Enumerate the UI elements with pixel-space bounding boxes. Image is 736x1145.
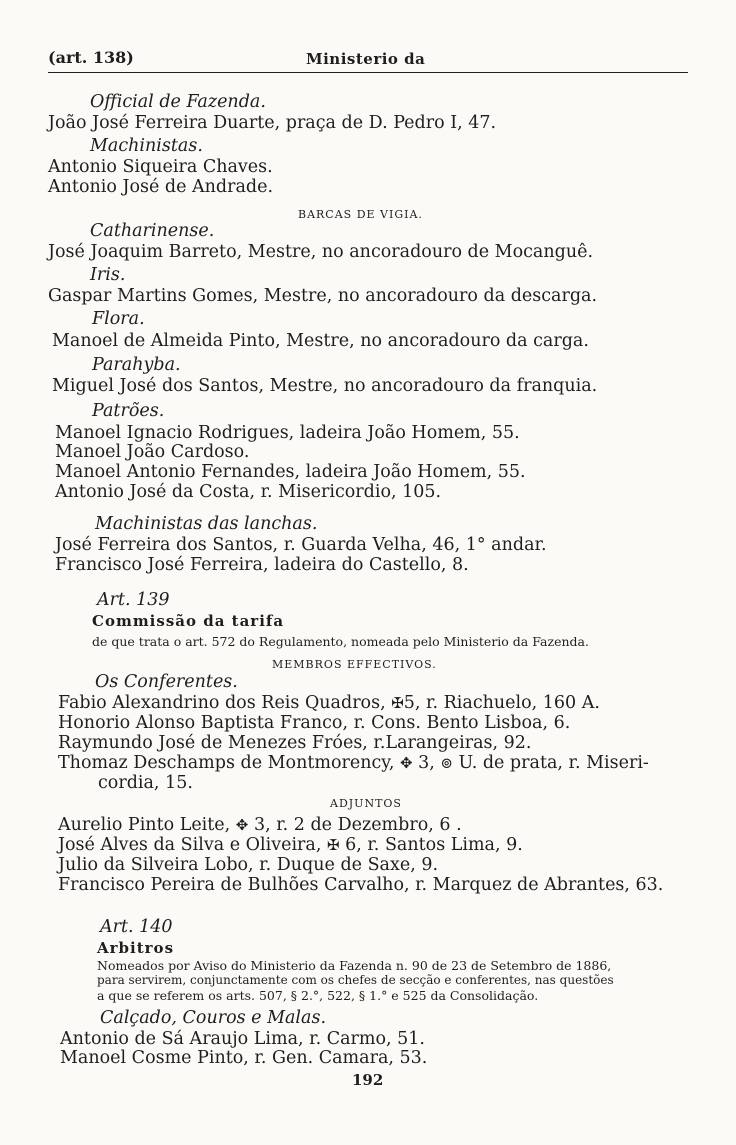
entry-line: José Ferreira dos Santos, r. Guarda Velha, 46, 1° andar. — [55, 535, 547, 555]
section-heading: Iris. — [90, 265, 126, 285]
entry-line: Manoel João Cardoso. — [55, 442, 250, 462]
entry-line: Raymundo José de Menezes Fróes, r.Larangeiras, 92. — [58, 733, 532, 753]
entry-line: Gaspar Martins Gomes, Mestre, no ancoradouro da descarga. — [48, 286, 598, 306]
entry-line: Manoel Ignacio Rodrigues, ladeira João Homem, 55. — [55, 423, 520, 443]
star-icon: ✥ — [235, 816, 249, 834]
order-icon: ✠ — [326, 836, 340, 854]
section-heading: Parahyba. — [92, 355, 181, 375]
entry-line: José Alves da Silva e Oliveira, ✠ 6, r. Santos Lima, 9. — [58, 835, 523, 855]
section-heading: Calçado, Couros e Malas. — [100, 1008, 327, 1028]
subheading: MEMBROS EFFECTIVOS. — [272, 658, 437, 671]
article-title: Commissão da tarifa — [92, 612, 285, 630]
section-heading: Catharinense. — [90, 221, 215, 241]
subheading: BARCAS DE VIGIA. — [298, 208, 423, 221]
article-note: para servirem, conjunctamente com os chefes de secção e conferentes, nas questões — [97, 973, 614, 987]
article-number: Art. 140 — [100, 917, 173, 937]
header-article-ref: (art. 138) — [48, 48, 134, 67]
section-heading: Machinistas. — [90, 136, 203, 156]
entry-line: Fabio Alexandrino dos Reis Quadros, ✠5, r. Riachuelo, 160 A. — [58, 693, 600, 713]
entry-line: Antonio José da Costa, r. Misericordio, 105. — [55, 482, 442, 502]
subheading: ADJUNTOS — [330, 797, 402, 810]
page-number: 192 — [352, 1071, 384, 1089]
article-note: de que trata o art. 572 do Regulamento, nomeada pelo Ministerio da Fazenda. — [92, 634, 589, 649]
section-heading: Machinistas das lanchas. — [95, 514, 318, 534]
entry-line: Antonio Siqueira Chaves. — [48, 157, 273, 177]
article-title: Arbitros — [97, 939, 175, 957]
entry-line: João José Ferreira Duarte, praça de D. Pedro I, 47. — [48, 113, 497, 133]
section-heading: Os Conferentes. — [95, 672, 238, 692]
page-header — [48, 48, 688, 73]
star-icon: ✥ — [400, 754, 413, 772]
section-heading: Official de Fazenda. — [90, 92, 266, 112]
entry-line: Antonio de Sá Araujo Lima, r. Carmo, 51. — [60, 1029, 425, 1049]
entry-line: Aurelio Pinto Leite, ✥ 3, r. 2 de Dezembro, 6 . — [58, 815, 462, 835]
article-note: a que se referem os arts. 507, § 2.°, 522, § 1.° e 525 da Consolidação. — [97, 988, 539, 1003]
entry-line: Miguel José dos Santos, Mestre, no ancoradouro da franquia. — [52, 376, 598, 396]
header-title: Ministerio da — [306, 50, 426, 68]
section-heading: Patrões. — [92, 401, 165, 421]
entry-line: Francisco José Ferreira, ladeira do Castello, 8. — [55, 555, 469, 575]
entry-line: Francisco Pereira de Bulhões Carvalho, r. Marquez de Abrantes, 63. — [58, 875, 664, 895]
article-number: Art. 139 — [97, 590, 170, 610]
medal-icon: ⊚ — [440, 754, 453, 772]
article-note: Nomeados por Aviso do Ministerio da Fazenda n. 90 de 23 de Setembro de 1886, — [97, 958, 612, 973]
entry-line: Thomaz Deschamps de Montmorency, ✥ 3, ⊚ U. de prata, r. Miseri- — [58, 753, 649, 773]
entry-line: José Joaquim Barreto, Mestre, no ancoradouro de Mocanguê. — [48, 242, 594, 262]
section-heading: Flora. — [92, 309, 145, 329]
order-icon: ✠ — [391, 694, 404, 712]
entry-line: Antonio José de Andrade. — [48, 177, 274, 197]
entry-line: Manoel de Almeida Pinto, Mestre, no ancoradouro da carga. — [52, 331, 589, 351]
entry-line: Manoel Antonio Fernandes, ladeira João Homem, 55. — [55, 462, 526, 482]
entry-line: Honorio Alonso Baptista Franco, r. Cons. Bento Lisboa, 6. — [58, 713, 571, 733]
entry-line: cordia, 15. — [98, 773, 193, 793]
entry-line: Julio da Silveira Lobo, r. Duque de Saxe, 9. — [58, 855, 439, 875]
entry-line: Manoel Cosme Pinto, r. Gen. Camara, 53. — [60, 1048, 428, 1068]
